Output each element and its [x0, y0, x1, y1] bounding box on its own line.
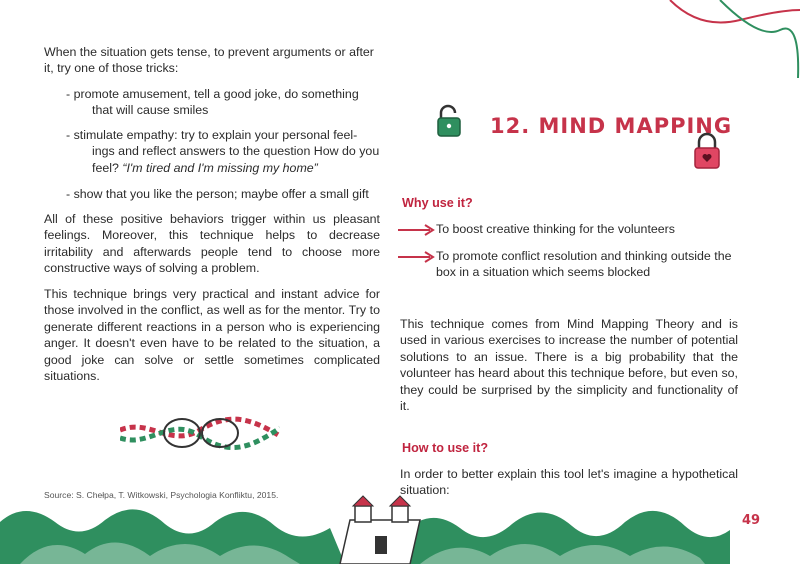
section-title: 12. MIND MAPPING [490, 114, 733, 138]
why-item-text: To promote conflict resolution and thinking outside the box in a situation which seems blocked [436, 249, 732, 280]
paragraph-2: This technique brings very practical and instant advice for those involved in the conflict, as well as for the mentor. Try to generate different reactions in a person who is experiencing anger. It doesn't even have to be related to the situation, a good joke can solve or settle sometimes complicated situations. [44, 287, 380, 384]
page-number: 49 [742, 513, 761, 528]
bullet-item [66, 186, 380, 202]
list-item [398, 248, 738, 281]
bullet-text-cont: ings and reflect answers to the question How do you feel? [92, 144, 380, 175]
why-heading: Why use it? [402, 196, 473, 210]
bullet-text-cont-wrap [66, 143, 380, 176]
bullet-text: - show that you like the person; maybe offer a small gift [66, 187, 369, 201]
unlocked-padlock-icon [432, 104, 466, 138]
how-paragraph: In order to better explain this tool let's imagine a hypothetical situation: [400, 467, 738, 498]
bullet-text-cont: that will cause smiles [92, 103, 209, 118]
how-heading: How to use it? [402, 441, 489, 455]
bullet-text: - promote amusement, tell a good joke, do something [66, 87, 359, 101]
list-item [398, 221, 738, 237]
arrow-right-icon [398, 251, 436, 263]
bullet-item [66, 127, 380, 176]
locked-heart-padlock-icon [690, 132, 724, 170]
bullet-quote: “I'm tired and I'm missing my home” [122, 160, 318, 175]
arrow-right-icon [398, 224, 436, 236]
why-item-text: To boost creative thinking for the volunteers [436, 222, 675, 236]
paragraph-1: All of these positive behaviors trigger within us pleasant feelings. Moreover, this technique helps to decrease irritability and afterwards people tend to choose more constructive ways of solving a problem. [44, 212, 380, 276]
rope-knot-illustration [120, 408, 280, 458]
intro-paragraph: When the situation gets tense, to prevent arguments or after it, try one of those tricks: [44, 45, 374, 76]
decorative-curves [640, 0, 800, 80]
hills-decoration [0, 492, 800, 564]
body-paragraph: This technique comes from Mind Mapping Theory and is used in various exercises to increase the number of potential solutions to an issue. There is a big probability that the volunteer has heard about this technique before, but even so, they could be surprised by the simplicity and functionality of it. [400, 317, 738, 414]
bullet-text: - stimulate empathy: try to explain your personal feel- [66, 128, 358, 142]
bullet-item [66, 86, 380, 119]
source-citation: Source: S. Chełpa, T. Witkowski, Psychologia Konfliktu, 2015. [44, 490, 279, 500]
